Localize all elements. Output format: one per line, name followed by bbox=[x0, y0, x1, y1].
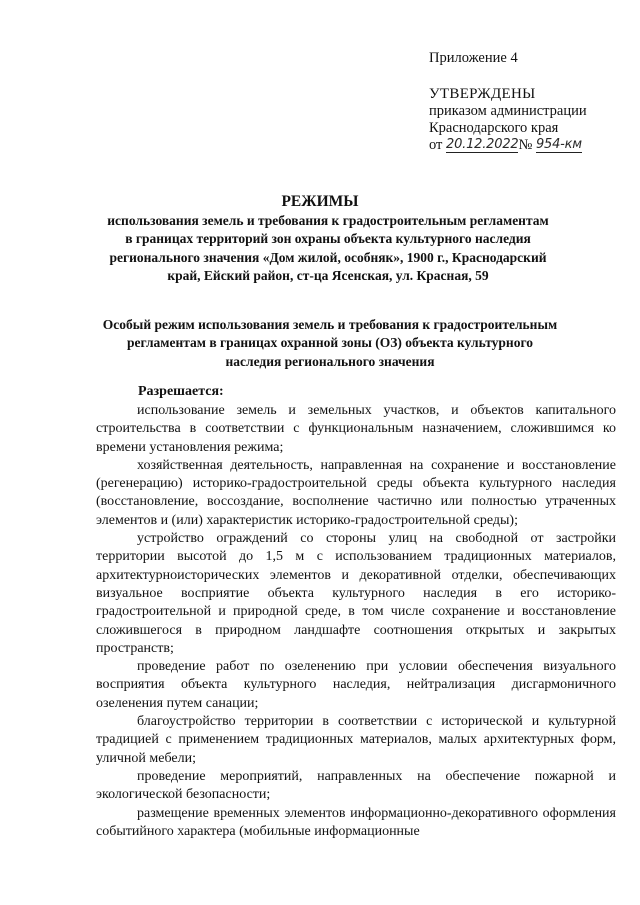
paragraph: устройство ограждений со стороны улиц на свободной от застройки территории высотой до 1,5 м с использованием традиционных материалов, архитектурноисторических элементов и декоративной отделки, обеспечивающих визуальное восприятие объекта культурного наследия в его историко-градостроительной и природной среде, в том числе сохранение и восстановление сложившегося в природном ландшафте соотношения открытых и закрытых пространств; bbox=[96, 531, 616, 656]
approval-line-1: приказом администрации bbox=[429, 103, 587, 119]
document-subtitle: использования земель и требования к градостроительным регламентам в границах территорий зон охраны объекта культурного наследия регионального значения «Дом жилой, особняк», 1900 г., Краснодарский край, Ейский район, ст-ца Ясенская, ул. Красная, 59 bbox=[107, 213, 549, 284]
paragraph: использование земель и земельных участков, и объектов капитального строительства в соответствии с функциональным назначением, сложившимся ко времени установления режима; bbox=[96, 403, 616, 455]
approval-heading: УТВЕРЖДЕНЫ bbox=[429, 86, 536, 102]
paragraph: проведение работ по озеленению при условии обеспечения визуального восприятия объекта культурного наследия, нейтрализация дисгармоничного озеленения путем санации; bbox=[96, 659, 616, 711]
number-sign: № bbox=[518, 137, 533, 153]
document-body bbox=[96, 402, 616, 841]
paragraph: размещение временных элементов информационно-декоративного оформления событийного характера (мобильные информационные bbox=[96, 805, 616, 839]
paragraph: хозяйственная деятельность, направленная на сохранение и восстановление (регенерацию) историко-градостроительной среды объекта культурного наследия (восстановление, воссоздание, восполнение частично или полностью утраченных элементов и (или) характеристик историко-градостроительной среды); bbox=[96, 457, 616, 528]
handwritten-date: 20.12.2022 bbox=[446, 137, 519, 152]
from-label: от bbox=[429, 137, 443, 153]
approval-line-2: Краснодарского края bbox=[429, 120, 559, 136]
approval-order-line bbox=[429, 137, 587, 154]
approval-block bbox=[429, 86, 587, 154]
allowed-label: Разрешается: bbox=[138, 384, 224, 399]
paragraph: благоустройство территории в соответствии с исторической и культурной традицией с применением традиционных материалов, малых архитектурных форм, уличной мебели; bbox=[96, 714, 616, 766]
appendix-label: Приложение 4 bbox=[429, 50, 518, 66]
handwritten-number: 954-км bbox=[535, 137, 582, 152]
paragraph: проведение мероприятий, направленных на обеспечение пожарной и экологической безопасности; bbox=[96, 768, 616, 803]
document-title: РЕЖИМЫ bbox=[281, 193, 359, 210]
section-heading: Особый режим использования земель и требования к градостроительным регламентам в границах охранной зоны (ОЗ) объекта культурного наследия регионального значения bbox=[102, 317, 558, 369]
